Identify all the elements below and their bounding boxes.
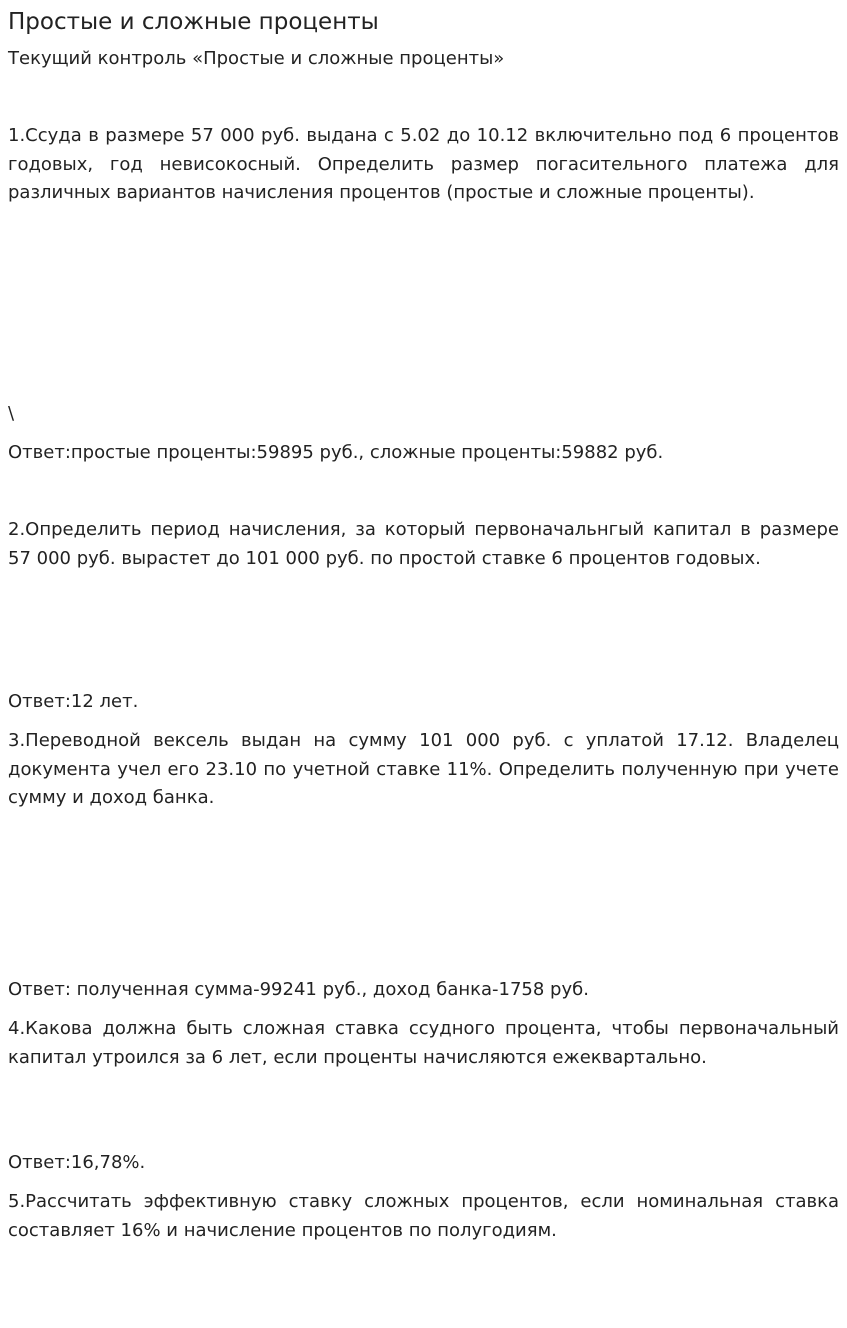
page-subtitle: Текущий контроль «Простые и сложные проценты» xyxy=(8,48,505,69)
stray-marker: \ xyxy=(8,403,15,424)
answer-3: Ответ: полученная сумма-99241 руб., доход банка-1758 руб. xyxy=(8,979,589,1000)
answer-4: Ответ:16,78%. xyxy=(8,1152,146,1173)
question-4: 4.Какова должна быть сложная ставка ссудного процента, чтобы первоначальный капитал утроился за 6 лет, если проценты начисляются ежеквартально. xyxy=(8,1018,839,1068)
answer-2: Ответ:12 лет. xyxy=(8,691,139,712)
answer-1: Ответ:простые проценты:59895 руб., сложные проценты:59882 руб. xyxy=(8,442,664,463)
page-title: Простые и сложные проценты xyxy=(8,9,379,35)
question-1: 1.Ссуда в размере 57 000 руб. выдана с 5.02 до 10.12 включительно под 6 процентов годовых, год невисокосный. Определить размер погасительного платежа для различных вариантов начисления процентов (простые и сложные проценты). xyxy=(8,125,839,204)
question-5: 5.Рассчитать эффективную ставку сложных процентов, если номинальная ставка составляет 16% и начисление процентов по полугодиям. xyxy=(8,1191,839,1241)
question-3: 3.Переводной вексель выдан на сумму 101 000 руб. с уплатой 17.12. Владелец документа учел его 23.10 по учетной ставке 11%. Определить полученную при учете сумму и доход банка. xyxy=(8,730,839,809)
question-2: 2.Определить период начисления, за который первоначальнгый капитал в размере 57 000 руб. вырастет до 101 000 руб. по простой ставке 6 процентов годовых. xyxy=(8,519,839,569)
